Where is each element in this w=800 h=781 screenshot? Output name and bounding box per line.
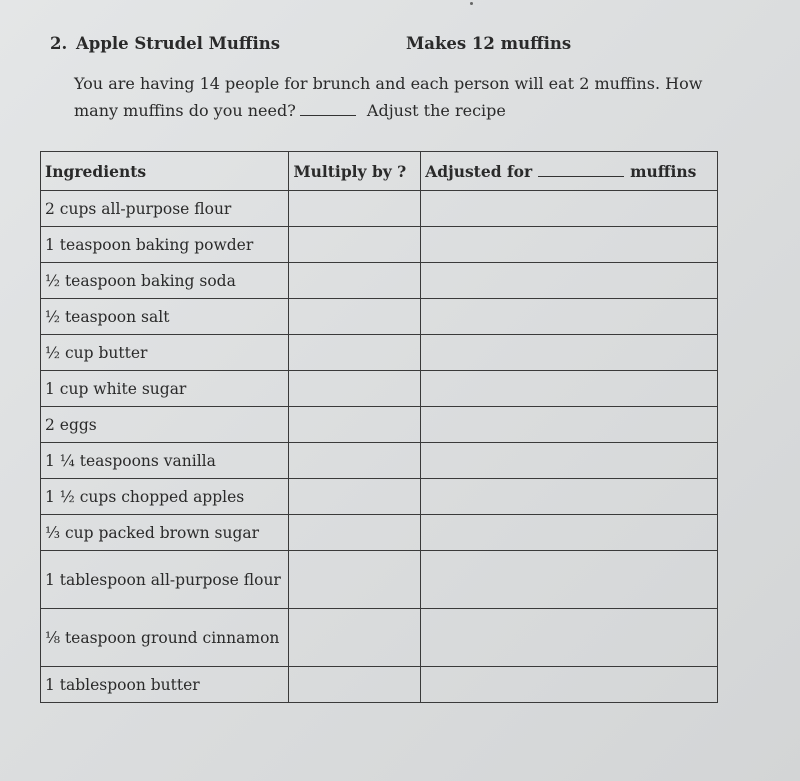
table-row (41, 515, 718, 551)
recipe-table-body (41, 191, 718, 703)
ingredient-cell: 1 ¼ teaspoons vanilla (41, 443, 289, 479)
table-row (41, 479, 718, 515)
table-header-row (41, 152, 718, 191)
table-row (41, 371, 718, 407)
adjusted-cell[interactable] (421, 667, 718, 703)
problem-header (50, 34, 750, 58)
multiply-cell[interactable] (289, 335, 421, 371)
table-row (41, 609, 718, 667)
adjusted-cell[interactable] (421, 263, 718, 299)
adjusted-cell[interactable] (421, 191, 718, 227)
adjusted-cell[interactable] (421, 609, 718, 667)
multiply-cell[interactable] (289, 371, 421, 407)
muffins-needed-blank[interactable] (300, 101, 356, 116)
question-prompt: many muffins do you need? (74, 101, 296, 120)
adjusted-cell[interactable] (421, 551, 718, 609)
multiply-cell[interactable] (289, 667, 421, 703)
ingredient-cell: ⅛ teaspoon ground cinnamon (41, 609, 289, 667)
multiply-cell[interactable] (289, 299, 421, 335)
ingredient-cell: 1 teaspoon baking powder (41, 227, 289, 263)
ingredient-cell: ⅓ cup packed brown sugar (41, 515, 289, 551)
recipe-table (40, 151, 718, 703)
adjusted-cell[interactable] (421, 515, 718, 551)
table-row (41, 263, 718, 299)
adjusted-cell[interactable] (421, 335, 718, 371)
adjusted-cell[interactable] (421, 299, 718, 335)
paper-mark (470, 2, 473, 5)
table-row (41, 227, 718, 263)
ingredient-cell: 1 ½ cups chopped apples (41, 479, 289, 515)
adjusted-cell[interactable] (421, 227, 718, 263)
table-row (41, 191, 718, 227)
ingredient-cell: 1 tablespoon butter (41, 667, 289, 703)
ingredient-cell: ½ teaspoon salt (41, 299, 289, 335)
header-adjusted-prefix: Adjusted for (425, 161, 533, 181)
problem-number: 2. (50, 34, 68, 53)
table-row (41, 407, 718, 443)
question-line-2 (74, 97, 754, 124)
multiply-cell[interactable] (289, 263, 421, 299)
multiply-cell[interactable] (289, 479, 421, 515)
adjusted-cell[interactable] (421, 371, 718, 407)
ingredient-cell: ½ teaspoon baking soda (41, 263, 289, 299)
adjusted-cell[interactable] (421, 479, 718, 515)
multiply-cell[interactable] (289, 227, 421, 263)
adjust-instruction: Adjust the recipe (366, 101, 506, 120)
multiply-cell[interactable] (289, 551, 421, 609)
multiply-cell[interactable] (289, 443, 421, 479)
ingredient-cell: 1 cup white sugar (41, 371, 289, 407)
recipe-title: Apple Strudel Muffins (76, 34, 281, 53)
table-row (41, 299, 718, 335)
multiply-cell[interactable] (289, 515, 421, 551)
adjusted-cell[interactable] (421, 407, 718, 443)
table-row (41, 335, 718, 371)
header-adjusted (421, 152, 718, 191)
ingredient-cell: 2 eggs (41, 407, 289, 443)
ingredient-cell: 1 tablespoon all-purpose flour (41, 551, 289, 609)
multiply-cell[interactable] (289, 407, 421, 443)
multiply-cell[interactable] (289, 191, 421, 227)
table-row (41, 667, 718, 703)
multiply-cell[interactable] (289, 609, 421, 667)
question-text (74, 70, 754, 124)
header-ingredients: Ingredients (41, 152, 289, 191)
table-row (41, 443, 718, 479)
adjusted-cell[interactable] (421, 443, 718, 479)
ingredient-cell: 2 cups all-purpose flour (41, 191, 289, 227)
header-multiply: Multiply by ? (289, 152, 421, 191)
adjusted-count-blank[interactable] (538, 164, 624, 177)
question-line-1: You are having 14 people for brunch and each person will eat 2 muffins. How (74, 74, 703, 93)
ingredient-cell: ½ cup butter (41, 335, 289, 371)
table-row (41, 551, 718, 609)
header-adjusted-suffix: muffins (630, 161, 697, 181)
recipe-yield: Makes 12 muffins (406, 34, 572, 53)
